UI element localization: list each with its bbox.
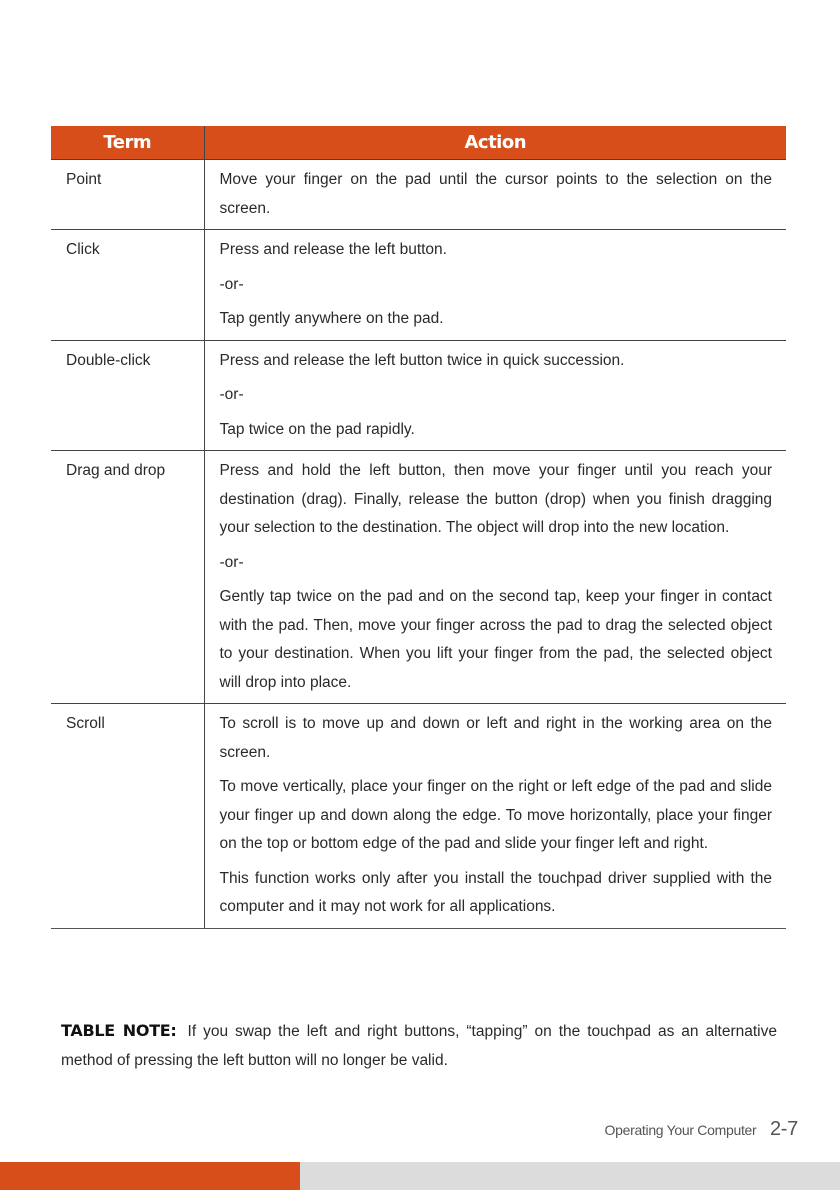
table-row — [51, 340, 786, 451]
action-paragraph: Tap twice on the pad rapidly. — [219, 420, 415, 438]
action-cell — [204, 340, 786, 451]
term-cell: Drag and drop — [51, 451, 204, 704]
table-row — [51, 230, 786, 341]
page-footer — [605, 1118, 798, 1141]
action-paragraph: To scroll is to move up and down or left and right in the working area on the screen. — [219, 715, 772, 761]
header-action: Action — [204, 126, 786, 160]
or-separator: -or- — [219, 386, 244, 403]
footer-accent-bar — [0, 1162, 300, 1190]
action-paragraph: Tap gently anywhere on the pad. — [219, 310, 444, 327]
table-note — [61, 1016, 777, 1075]
term-cell: Scroll — [51, 704, 204, 929]
action-paragraph: To move vertically, place your finger on the right or left edge of the pad and slide your finger up and down along the edge. To move horizontally, place your finger on the top or bottom edge of the pad and slide your finger left and right. — [219, 778, 772, 852]
or-separator: -or- — [219, 553, 244, 571]
action-cell — [204, 704, 786, 929]
footer-section-title: Operating Your Computer — [604, 1122, 757, 1138]
table-row — [51, 704, 786, 929]
action-paragraph: Press and release the left button. — [219, 241, 447, 258]
action-paragraph: Gently tap twice on the pad and on the second tap, keep your finger in contact with the pad. Then, move your finger across the pad to drag the selected object to your destination. When you lift your finger from the pad, the selected object will drop into place. — [219, 588, 772, 691]
action-cell — [204, 160, 786, 230]
term-cell: Click — [51, 230, 204, 341]
action-paragraph: Press and hold the left button, then move your finger until you reach your destination (drag). Finally, release the button (drop) when you finish dragging your selection to the destination. The object will drop into the new location. — [219, 462, 772, 536]
header-term: Term — [51, 126, 204, 160]
action-paragraph: Press and release the left button twice in quick succession. — [219, 351, 625, 369]
term-cell: Point — [51, 160, 204, 230]
table-note-label: TABLE NOTE: — [61, 1021, 177, 1040]
footer-gray-bar — [300, 1162, 840, 1190]
table-row — [51, 160, 786, 230]
or-separator: -or- — [219, 275, 244, 293]
action-paragraph: This function works only after you install the touchpad driver supplied with the computer and it may not work for all applications. — [219, 869, 772, 915]
page-number: 2-7 — [769, 1118, 798, 1140]
action-paragraph: Move your finger on the pad until the cursor points to the selection on the screen. — [219, 171, 772, 217]
action-cell — [204, 230, 786, 341]
table-row — [51, 451, 786, 704]
table-header-row — [51, 126, 786, 160]
term-cell: Double-click — [51, 340, 204, 451]
action-cell — [204, 451, 786, 704]
table-note-text: If you swap the left and right buttons, “tapping” on the touchpad as an alternative method of pressing the left button will no longer be valid. — [61, 1023, 777, 1069]
touchpad-terms-table — [51, 126, 786, 929]
